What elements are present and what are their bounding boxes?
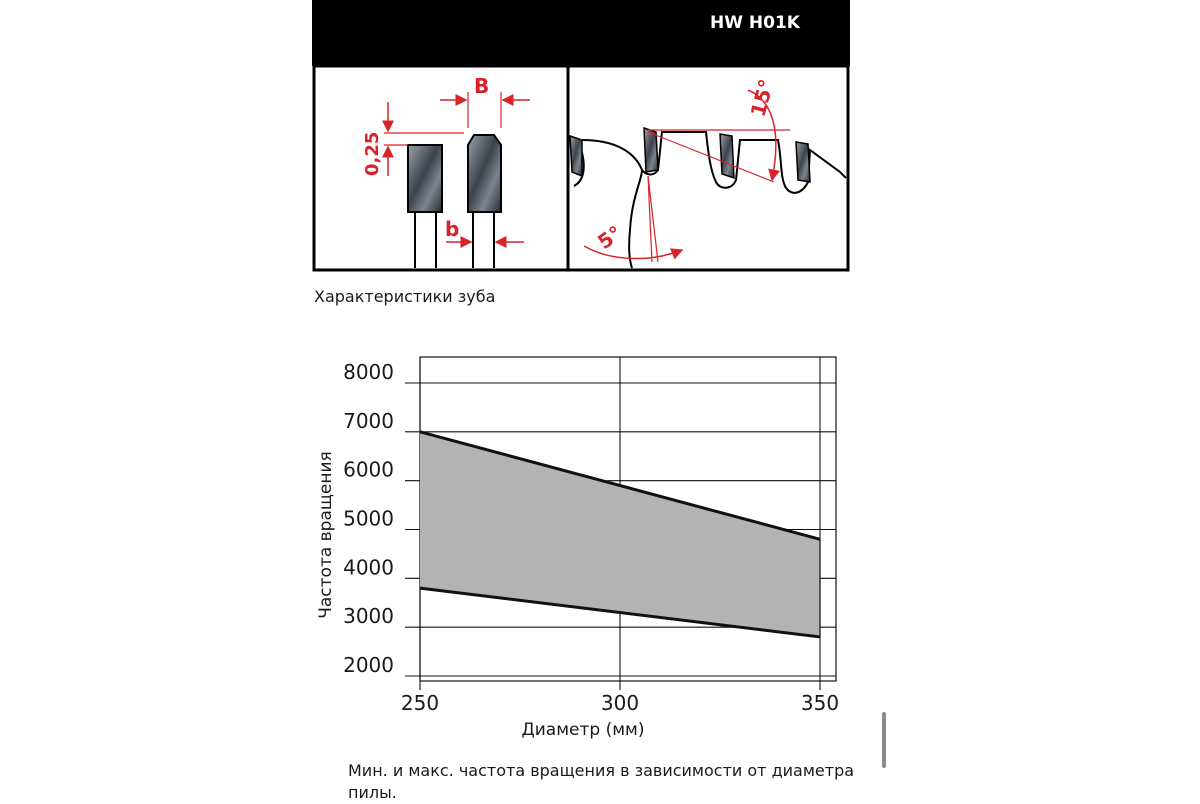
y-tick-label-2000: 2000: [343, 653, 394, 677]
y-tick-label-3000: 3000: [343, 604, 394, 629]
x-axis-title: Диаметр (мм): [521, 720, 645, 740]
x-tick-label-250: 250: [400, 691, 440, 715]
y-tick-label-8000: 8000: [343, 360, 394, 384]
y-tick-label-4000: 4000: [343, 555, 394, 580]
chamfer-dimension: 0,25: [362, 131, 383, 176]
clearance-angle-label: 5°: [593, 220, 627, 255]
y-tick-labels: [343, 360, 394, 677]
width-body-dimension: b: [445, 217, 460, 241]
x-tick-labels: [401, 691, 839, 715]
scrollbar-thumb[interactable]: [882, 712, 886, 768]
y-tick-label-7000: 7000: [343, 408, 394, 433]
width-top-dimension: B: [474, 74, 490, 98]
model-label: HW H01K: [710, 13, 800, 33]
y-axis-title: Частота вращения: [316, 451, 336, 619]
x-tick-label-350: 350: [800, 691, 840, 715]
hook-angle-label: 15°: [745, 76, 779, 120]
x-tick-label-300: 300: [600, 691, 640, 715]
tooth-caption: Характеристики зуба: [314, 287, 496, 306]
y-tick-label-6000: 6000: [343, 457, 394, 482]
chart-caption: Мин. и макс. частота вращения в зависимости от диаметра пилы.: [348, 761, 855, 802]
y-tick-label-5000: 5000: [343, 506, 394, 531]
